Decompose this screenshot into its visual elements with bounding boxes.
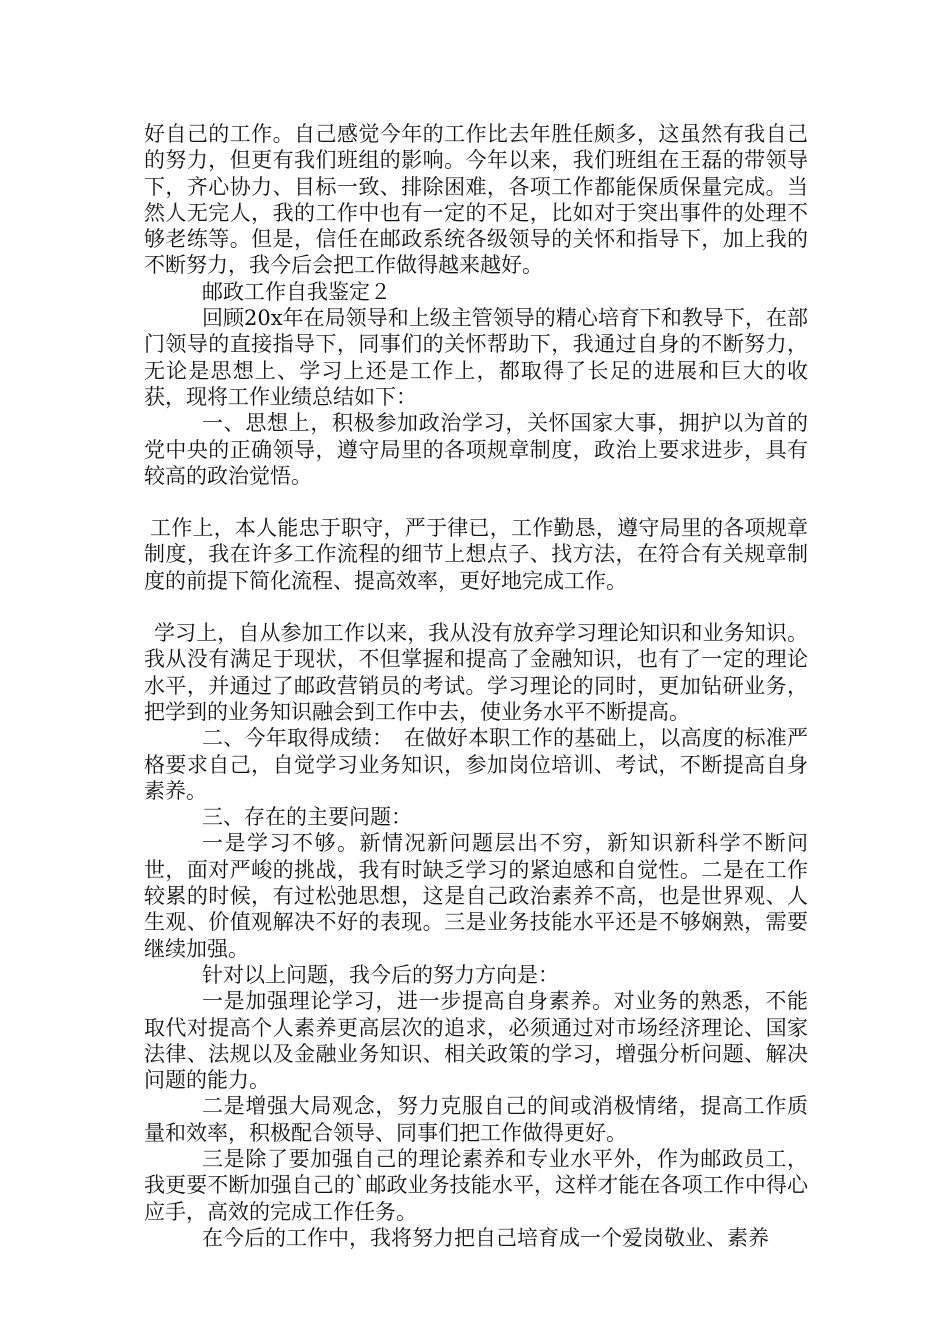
- paragraph-study: 学习上，自从参加工作以来，我从没有放弃学习理论知识和业务知识。我从没有满足于现状，不但掌握和提高了金融知识，也有了一定的理论水平，并通过了邮政营销员的考试。学习理论的同时，更加钻研业务，把学到的业务知识融会到工作中去，使业务水平不断提高。: [144, 621, 808, 724]
- paragraph-thought: 一、思想上，积极参加政治学习，关怀国家大事，拥护以为首的党中央的正确领导，遵守局里的各项规章制度，政治上要求进步，具有较高的政治觉悟。: [144, 411, 808, 488]
- paragraph-work: 工作上，本人能忠于职守，严于律已，工作勤恳，遵守局里的各项规章制度，我在许多工作流程的细节上想点子、找方法，在符合有关规章制度的前提下简化流程、提高效率，更好地完成工作。: [144, 516, 808, 593]
- paragraph-problems: 一是学习不够。新情况新问题层出不穷，新知识新科学不断问世，面对严峻的挑战，我有时缺乏学习的紧迫感和自觉性。二是在工作较累的时候，有过松弛思想，这是自己政治素养不高，也是世界观、人生观、价值观解决不好的表现。三是业务技能水平还是不够娴熟，需要继续加强。: [144, 831, 808, 961]
- paragraph-direction-2: 二是增强大局观念，努力克服自己的间或消极情绪，提高工作质量和效率，积极配合领导、同事们把工作做得更好。: [144, 1094, 808, 1145]
- blank-line: [144, 594, 808, 620]
- paragraph-intro: 好自己的工作。自己感觉今年的工作比去年胜任颇多，这虽然有我自己的努力，但更有我们班组的影响。今年以来，我们班组在王磊的带领导下，齐心协力、目标一致、排除困难，各项工作都能保质保量完成。当然人无完人，我的工作中也有一定的不足，比如对于突出事件的处理不够老练等。但是，信任在邮政系统各级领导的关怀和指导下，加上我的不断努力，我今后会把工作做得越来越好。: [144, 122, 808, 278]
- paragraph-achievements: 二、今年取得成绩： 在做好本职工作的基础上，以高度的标准严格要求自己，自觉学习业务知识，参加岗位培训、考试，不断提高自身素养。: [144, 726, 808, 803]
- paragraph-direction-1: 一是加强理论学习，进一步提高自身素养。对业务的熟悉，不能取代对提高个人素养更高层次的追求，必须通过对市场经济理论、国家法律、法规以及金融业务知识、相关政策的学习，增强分析问题、解决问题的能力。: [144, 989, 808, 1093]
- section-title: 邮政工作自我鉴定２: [202, 279, 391, 304]
- blank-line: [144, 489, 808, 515]
- paragraph-review: 回顾20x年在局领导和上级主管领导的精心培育下和教导下，在部门领导的直接指导下，同事们的关怀帮助下，我通过自身的不断努力，无论是思想上、学习上还是工作上，都取得了长足的进展和巨大的收获，现将工作业绩总结如下：: [144, 306, 808, 409]
- paragraph-direction-3: 三是除了要加强自己的理论素养和专业水平外，作为邮政员工，我更要不断加强自己的`邮政业务技能水平，这样才能在各项工作中得心应手，高效的完成工作任务。: [144, 1146, 808, 1224]
- paragraph-problems-heading: 三、存在的主要问题：: [202, 805, 412, 830]
- document-page: [144, 121, 808, 1251]
- paragraph-direction-heading: 针对以上问题，我今后的努力方向是：: [202, 962, 559, 987]
- paragraph-future: 在今后的工作中，我将努力把自己培育成一个爱岗敬业、素养: [202, 1225, 769, 1250]
